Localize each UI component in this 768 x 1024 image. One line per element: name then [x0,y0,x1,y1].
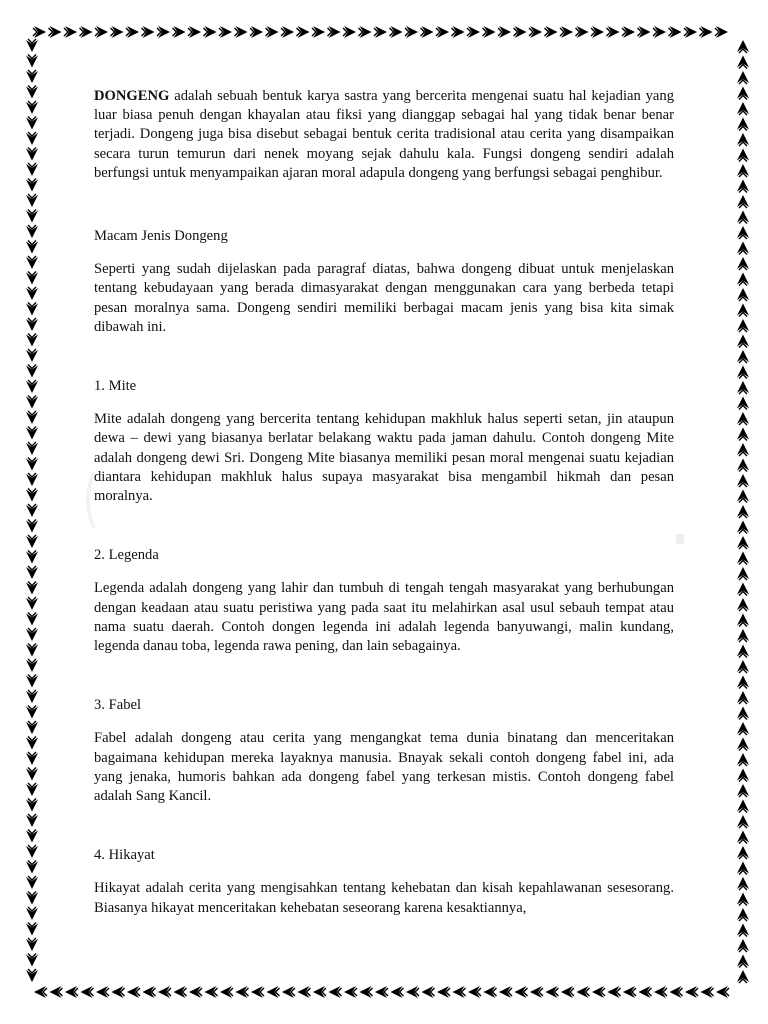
type-paragraph-mite: Mite adalah dongeng yang bercerita tentang kehidupan makhluk halus seperti setan, jin ataupun dewa – dewi yang biasanya berlatar belakang waktu pada jaman dahulu. Contoh dongeng Mite adalah dongeng dewi Sri. Dongeng Mite biasanya memiliki pesan moral mengenai suatu kejadian diantara kehidupan makhluk halus supaya masyarakat bisa mengambil hikmah dan pesan moralnya. [94,411,674,505]
type-paragraph-legenda: Legenda adalah dongeng yang lahir dan tumbuh di tengah tengah masyarakat yang berhubungan dengan keadaan atau suatu peristiwa yang pada saat itu melahirkan asal usul sebauh tempat atau nama suatu daerah. Contoh dongen legenda ini adalah legenda banyuwangi, malin kundang, legenda danau toba, legenda rawa pening, dan lain sebagainya. [94,580,674,655]
type-heading-fabel: 3. Fabel [94,697,142,714]
intro-lead-word: DONGENG [94,88,170,104]
type-paragraph-fabel: Fabel adalah dongeng atau cerita yang mengangkat tema dunia binatang dan menceritakan bagaimana kehidupan mereka layaknya manusia. Bnayak sekali contoh dongeng fabel ini, ada yang jenaka, humoris bahkan ada dongeng fabel yang terkesan mistis. Contoh dongeng fabel adalah Sang Kancil. [94,730,674,805]
type-paragraph-hikayat: Hikayat adalah cerita yang mengisahkan tentang kehebatan dan kisah kepahlawanan sesesorang. Biasanya hikayat menceritakan kehebatan seseorang karena kesaktiannya, [94,880,674,916]
section-intro-paragraph: Seperti yang sudah dijelaskan pada paragraf diatas, bahwa dongeng dibuat untuk menjelaskan tentang kebudayaan yang berada dimasyarakat dengan menggunakan cara yang berbeda tetapi pesan moralnya sama. Dongeng sendiri memiliki berbagai macam jenis yang bisa kita simak dibawah ini. [94,261,674,335]
document-body [94,87,674,918]
scan-artifact-mark [676,534,684,544]
type-heading-hikayat: 4. Hikayat [94,847,155,864]
type-heading-mite: 1. Mite [94,378,137,395]
intro-text: adalah sebuah bentuk karya sastra yang bercerita mengenai suatu hal kejadian yang luar biasa penuh dengan khayalan atau fiksi yang dianggap sebagai hal yang tidak benar benar terjadi. Dongeng juga bisa disebut sebagai bentuk cerita tradisional atau cerita yang disampaikan secara turun temurun dari nenek moyang sejak dahulu kala. Fungsi dongeng sendiri adalah berfungsi untuk menyampaikan ajaran moral adapula dongeng yang berfungsi sebagai penghibur. [94,88,674,181]
type-heading-legenda: 2. Legenda [94,547,159,564]
section-title: Macam Jenis Dongeng [94,228,228,245]
intro-paragraph [94,87,674,183]
